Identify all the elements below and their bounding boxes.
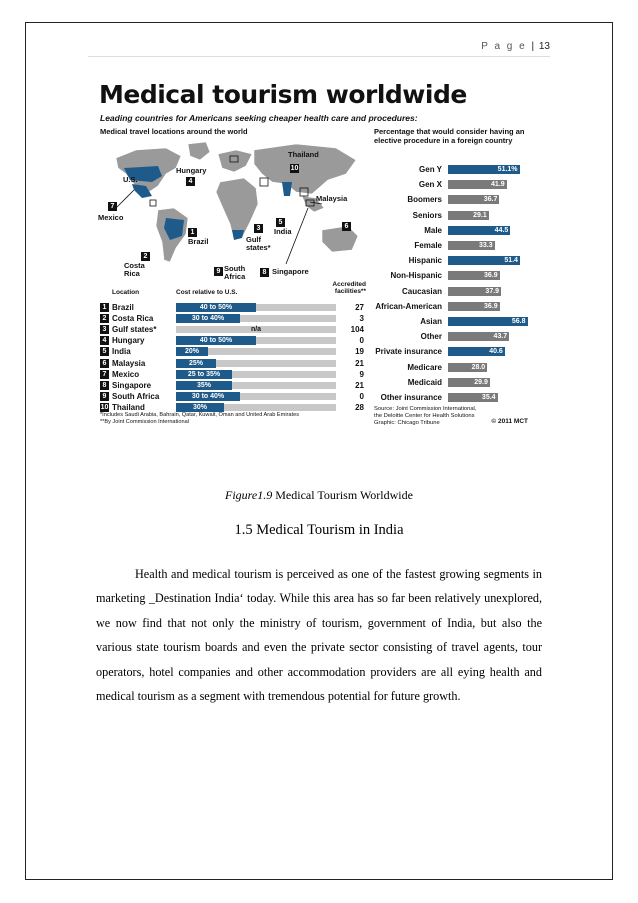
cost-row-location: Mexico: [112, 369, 140, 379]
cost-bar-label: 25 to 35%: [187, 370, 221, 378]
percentage-row: [372, 209, 532, 222]
percentage-category: Female: [414, 241, 442, 250]
percentage-category: Other insurance: [380, 393, 442, 402]
percentage-row: [372, 224, 532, 237]
map-label-costa-rica: Costa Rica: [124, 261, 145, 278]
map-label-india: India: [274, 227, 292, 236]
cost-row: [96, 335, 366, 346]
cost-row-location: Gulf states*: [112, 325, 157, 335]
percentage-row: [372, 300, 532, 313]
percentage-value: 28.0: [471, 363, 486, 371]
map-section-title: Medical travel locations around the world: [100, 127, 248, 136]
percentage-value: 35.4: [481, 394, 496, 401]
cost-row: [96, 346, 366, 357]
cost-row-location: Brazil: [112, 303, 134, 312]
europe-shape: [218, 150, 252, 172]
south-africa-highlight: [232, 230, 244, 240]
section-heading: 1.5 Medical Tourism in India: [234, 522, 404, 538]
map-label-malaysia: Malaysia: [316, 194, 348, 203]
map-number-6: 6: [342, 222, 351, 231]
map-number-10: 10: [290, 165, 299, 172]
percentage-value: 29.9: [474, 378, 488, 386]
cost-row-number: 3: [100, 325, 109, 334]
percentage-value: 36.9: [484, 272, 498, 280]
map-label-south-africa: South Africa: [224, 264, 246, 281]
cost-bar-label: 30 to 40%: [191, 392, 225, 400]
cost-row-location: Thailand: [112, 402, 145, 412]
table-header-location: Location: [112, 289, 140, 296]
cost-row-number: 8: [100, 381, 109, 390]
map-label-mexico: Mexico: [98, 213, 124, 222]
cost-row-facilities: 21: [355, 358, 364, 368]
cost-row-number: 7: [100, 370, 109, 379]
percentage-value: 36.9: [484, 302, 498, 310]
map-number-4: 4: [186, 177, 195, 186]
map-number-8: 8: [260, 268, 269, 277]
caption-label: Figure1.9: [225, 488, 273, 502]
cost-row: [96, 358, 366, 369]
singapore-pointer: [286, 208, 308, 264]
percentage-category: Boomers: [407, 195, 442, 205]
map-number-7: 7: [108, 202, 117, 211]
percentage-value: 44.5: [494, 226, 509, 234]
percentage-category: Non-Hispanic: [390, 271, 442, 281]
percentage-category: African-American: [375, 301, 442, 311]
percentage-category: Male: [424, 225, 442, 235]
cost-row-facilities: 19: [355, 347, 364, 357]
percentage-row: [372, 163, 532, 176]
cost-row-number: 2: [100, 314, 109, 323]
page-label: P a g e: [481, 41, 527, 52]
australia-shape: [322, 226, 358, 252]
percentage-category: Gen X: [418, 180, 442, 190]
figure-note-2: **By Joint Commission International: [100, 419, 189, 425]
percentage-category: Asian: [420, 317, 442, 326]
cost-row-facilities: 27: [355, 303, 364, 312]
costa-rica-marker: [150, 200, 156, 206]
cost-row-number: 5: [100, 347, 109, 356]
percentage-row: [372, 269, 532, 282]
source-line-3: Graphic: Chicago Tribune: [374, 420, 440, 426]
cost-bar-label: 25%: [188, 359, 203, 367]
map-number-5: 5: [276, 218, 285, 227]
body-paragraph: Health and medical tourism is perceived as one of the fastest growing segments in marketing _Destination India‘ today. While this area has so far been relatively unexplored, we now find that not only the ministry of tourism, government of India, but also the various state tourism boards and even the private sector consisting of travel agents, tour operators, hotel companies and other accommodation providers are all eying health and medical tourism as a segment with tremendous potential for future growth.: [96, 567, 542, 704]
percentage-category: Caucasian: [401, 286, 442, 296]
percentage-category: Private insurance: [375, 347, 442, 357]
percentage-row: [372, 330, 532, 343]
figure-subtitle: Leading countries for Americans seeking cheaper health care and procedures:: [100, 113, 418, 123]
page-separator: |: [531, 41, 535, 52]
cost-bar-label: 30%: [192, 403, 207, 411]
cost-bar-label: 35%: [196, 381, 211, 389]
percentage-category: Medicaid: [407, 377, 442, 387]
copyright: © 2011 MCT: [491, 418, 528, 425]
mexico-pointer: [116, 190, 134, 208]
cost-row-facilities: 9: [359, 369, 364, 379]
cost-row: [96, 380, 366, 391]
percentage-row: [372, 361, 532, 374]
map-label-hungary: Hungary: [176, 166, 207, 175]
percentage-value: 41.9: [491, 181, 505, 189]
cost-row-facilities: 0: [359, 336, 364, 346]
percentage-value: 29.1: [473, 211, 487, 219]
chart-section-title: Percentage that would consider having an elective procedure in a foreign country: [374, 127, 525, 145]
map-number-3: 3: [254, 224, 263, 233]
figure-title: Medical tourism worldwide: [99, 80, 467, 109]
percentage-row: [372, 239, 532, 252]
percentage-row: [372, 285, 532, 298]
cost-row-number: 10: [100, 403, 109, 411]
cost-row-number: 1: [100, 303, 109, 312]
percentage-category: Gen Y: [419, 165, 442, 174]
percentage-category: Medicare: [407, 362, 442, 372]
cost-bar-label: 20%: [184, 348, 199, 356]
table-header-cost: Cost relative to U.S.: [176, 289, 238, 296]
cost-row-number: 9: [100, 392, 109, 401]
gulf-marker: [260, 178, 268, 186]
percentage-value: 33.3: [478, 242, 493, 249]
percentage-value: 36.7: [483, 196, 498, 204]
cost-row-location: Costa Rica: [112, 314, 154, 324]
map-label-singapore: Singapore: [272, 267, 309, 276]
figure-caption: [0, 488, 638, 503]
greenland-shape: [188, 142, 210, 160]
cost-row-location: Hungary: [112, 336, 145, 346]
percentage-category: Other: [420, 332, 442, 342]
percentage-value: 43.7: [493, 333, 508, 341]
page-number: 13: [538, 41, 550, 52]
cost-row: [96, 302, 366, 313]
percentage-value: 37.9: [485, 287, 500, 295]
infographic-figure: [96, 76, 532, 438]
cost-row-facilities: 0: [359, 391, 364, 401]
source-line-2: the Deloitte Center for Health Solutions: [374, 413, 475, 419]
map-label-gulf: Gulf states*: [246, 235, 271, 252]
percentage-row: [372, 315, 532, 328]
header-rule: [88, 56, 550, 57]
percentage-value: 56.8: [511, 318, 526, 325]
cost-row-facilities: 3: [359, 314, 364, 324]
cost-row-facilities: 104: [350, 325, 364, 335]
map-label-thailand: Thailand: [288, 150, 319, 159]
percentage-row: [372, 178, 532, 191]
india-highlight: [282, 182, 292, 196]
map-number-2: 2: [141, 252, 150, 261]
figure-note-1: *Includes Saudi Arabia, Bahrain, Qatar, Kuwait, Oman and United Arab Emirates: [100, 412, 299, 418]
percentage-value: 51.1%: [497, 166, 518, 173]
cost-row-location: Singapore: [112, 380, 152, 390]
cost-row-location: South Africa: [112, 391, 160, 401]
cost-bar-label: 30 to 40%: [191, 315, 225, 323]
figure-notes: [100, 412, 299, 426]
map-number-1: 1: [188, 228, 197, 237]
percentage-row: [372, 376, 532, 389]
percentage-category: Hispanic: [408, 256, 442, 266]
cost-row-location: India: [112, 347, 131, 357]
cost-row-number: 4: [100, 336, 109, 345]
cost-bar-label: 40 to 50%: [199, 337, 233, 345]
map-label-us: U.S.: [123, 175, 138, 184]
cost-row: [96, 313, 366, 324]
cost-row-facilities: 21: [355, 380, 364, 390]
page-number-header: [481, 41, 550, 52]
cost-row: [96, 324, 366, 335]
cost-bar-label: n/a: [250, 326, 262, 334]
percentage-value: 51.4: [504, 257, 518, 265]
percentage-row: [372, 193, 532, 206]
cost-row-facilities: 28: [355, 402, 364, 412]
map-label-brazil: Brazil: [188, 237, 209, 246]
percentage-category: Seniors: [412, 210, 442, 220]
cost-row-number: 6: [100, 359, 109, 368]
cost-row: [96, 391, 366, 402]
percentage-row: [372, 391, 532, 404]
cost-row-location: Malaysia: [112, 358, 146, 368]
source-line-1: Source: Joint Commission International,: [374, 406, 477, 412]
percentage-row: [372, 254, 532, 267]
percentage-row: [372, 345, 532, 358]
cost-bar-label: 40 to 50%: [199, 304, 233, 311]
map-number-9: 9: [214, 267, 223, 276]
caption-text: Medical Tourism Worldwide: [275, 488, 413, 502]
figure-source: [374, 406, 476, 427]
percentage-value: 40.6: [489, 348, 503, 356]
world-map: [96, 138, 366, 288]
cost-row: [96, 369, 366, 380]
table-header-facilities: Accredited facilities**: [332, 281, 366, 295]
